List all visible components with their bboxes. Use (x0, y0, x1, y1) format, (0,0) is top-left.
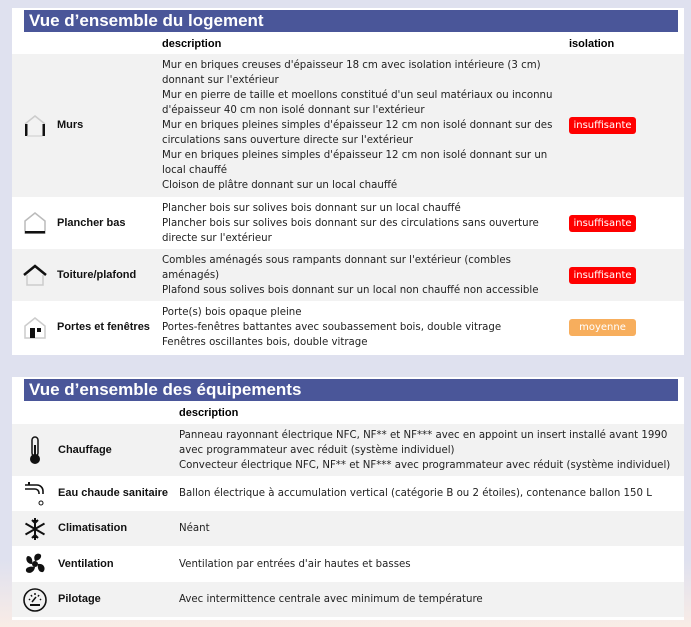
logement-card (12, 8, 684, 355)
row-label: Eau chaude sanitaire (58, 487, 169, 499)
row-label: Pilotage (58, 593, 101, 605)
table-row (12, 249, 684, 301)
row-label: Climatisation (58, 522, 128, 534)
description-line: Plancher bois sur solives bois donnant sur des circulations sans ouverture (162, 217, 539, 229)
description-line: Cloison de plâtre donnant sur un local chauffé (162, 180, 398, 191)
table-row (12, 301, 684, 354)
row-description (162, 58, 552, 193)
table-row (12, 197, 684, 249)
description-line: Fenêtres oscillantes bois, double vitrage (162, 337, 368, 348)
isolation-badge: moyenne (569, 319, 636, 336)
column-headers (12, 401, 684, 424)
snowflake-icon (22, 516, 48, 542)
row-description (162, 201, 539, 246)
description-line: aménagés) (162, 269, 220, 281)
table-row (12, 476, 684, 511)
row-label: Portes et fenêtres (57, 321, 150, 333)
wall-house-icon (22, 113, 48, 139)
isolation-badge: insuffisante (569, 267, 636, 284)
description-line: local chauffé (162, 165, 228, 176)
fan-icon (22, 551, 48, 577)
description-line: Mur en briques creuses d'épaisseur 18 cm avec isolation intérieure (3 cm) (162, 60, 541, 71)
table-row (12, 424, 684, 476)
description-line: Convecteur électrique NFC, NF** et NF*** avec programmateur avec réduit (système individuel) (179, 459, 671, 471)
description-line: Plancher bois sur solives bois donnant sur un local chauffé (162, 202, 461, 214)
description-line: Porte(s) bois opaque pleine (162, 307, 302, 318)
description-line: Portes-fenêtres battantes avec soubassement bois, double vitrage (162, 322, 502, 333)
row-description (162, 253, 539, 298)
isolation-badge: insuffisante (569, 215, 636, 232)
faucet-icon (22, 481, 48, 507)
description-line: Néant (179, 523, 210, 534)
row-description (162, 305, 501, 350)
gauge-icon (22, 587, 48, 613)
isolation-badge: insuffisante (569, 117, 636, 134)
description-line: Combles aménagés sous rampants donnant sur l'extérieur (combles (162, 254, 511, 266)
row-description (179, 592, 483, 607)
description-line: circulations sans ouverture directe sur l'extérieur (162, 135, 414, 146)
table-row (12, 546, 684, 582)
description-line: Plafond sous solives bois donnant sur un local non chauffé non accessible (162, 284, 539, 296)
equipements-card (12, 377, 684, 620)
row-label: Ventilation (58, 557, 114, 570)
floor-house-icon (22, 210, 48, 236)
description-line: Mur en briques pleines simples d'épaisseur 12 cm non isolé donnant sur des (162, 120, 553, 131)
row-description (179, 521, 210, 536)
column-headers (12, 32, 684, 54)
row-label: Chauffage (58, 443, 112, 456)
row-label: Plancher bas (57, 216, 126, 229)
column-description: description (179, 407, 239, 419)
column-isolation: isolation (569, 38, 615, 50)
description-line: Ventilation par entrées d'air hautes et basses (179, 558, 411, 570)
thermometer-icon (22, 437, 48, 463)
description-line: Mur en pierre de taille et moellons constitué d'un seul matériaux ou inconnu (162, 90, 553, 101)
row-label: Murs (57, 119, 84, 131)
description-line: Panneau rayonnant électrique NFC, NF** et NF*** avec en appoint un insert installé avant 1990 (179, 429, 668, 441)
description-line: Mur en briques pleines simples d'épaisseur 12 cm non isolé donnant sur un (162, 150, 548, 161)
row-label: Toiture/plafond (57, 268, 137, 281)
description-line: Ballon électrique à accumulation vertical (catégorie B ou 2 étoiles), contenance ballon 150 L (179, 488, 652, 499)
description-line: d'épaisseur 40 cm non isolé donnant sur l'extérieur (162, 105, 425, 116)
description-line: donnant sur l'extérieur (162, 75, 279, 86)
description-line: Avec intermittence centrale avec minimum de température (179, 594, 483, 605)
section-title: Vue d’ensemble des équipements (24, 379, 678, 401)
description-line: directe sur l'extérieur (162, 232, 272, 244)
row-description (179, 557, 411, 572)
section-title: Vue d’ensemble du logement (24, 10, 678, 32)
row-description (179, 428, 670, 473)
table-row (12, 582, 684, 617)
row-description (179, 486, 652, 501)
table-row (12, 511, 684, 546)
table-row (12, 54, 684, 197)
door-house-icon (22, 315, 48, 341)
description-line: avec programmateur avec réduit (système individuel) (179, 444, 455, 456)
roof-house-icon (22, 262, 48, 288)
column-description: description (162, 38, 222, 50)
